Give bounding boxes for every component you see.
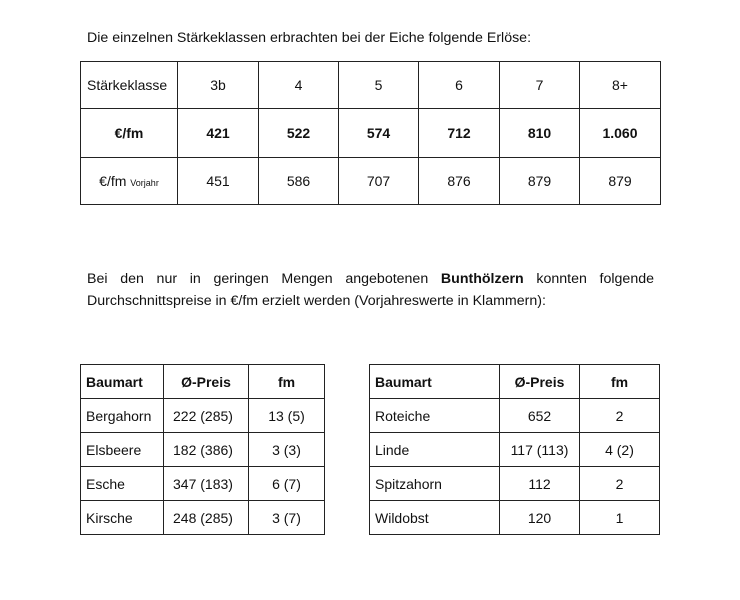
baumart-cell: Wildobst (370, 501, 500, 535)
table-header-row (81, 62, 661, 109)
preis-cell: 182 (386) (164, 433, 249, 467)
header-label-cell: Stärkeklasse (81, 62, 178, 109)
header-fm: fm (580, 365, 660, 399)
header-baumart: Baumart (370, 365, 500, 399)
table-row (370, 501, 660, 535)
table-row-previous (81, 158, 661, 205)
bunthoelzer-line-1 (87, 268, 654, 290)
row-label-current: €/fm (81, 109, 178, 158)
fm-cell: 1 (580, 501, 660, 535)
baumart-cell: Roteiche (370, 399, 500, 433)
staerkeklassen-table (80, 61, 661, 205)
bunthoelzer-text-after: konnten folgende (536, 271, 654, 287)
table-row (81, 399, 325, 433)
baumart-cell: Elsbeere (81, 433, 164, 467)
header-preis: Ø-Preis (500, 365, 580, 399)
baumart-cell: Kirsche (81, 501, 164, 535)
bunthoelzer-line-2: Durchschnittspreise in €/fm erzielt werden (Vorjahreswerte in Klammern): (87, 293, 546, 309)
value-cell: 707 (339, 158, 419, 205)
value-cell: 421 (178, 109, 259, 158)
table-row (81, 433, 325, 467)
header-fm: fm (249, 365, 325, 399)
preis-cell: 347 (183) (164, 467, 249, 501)
value-cell: 712 (419, 109, 500, 158)
baumart-cell: Spitzahorn (370, 467, 500, 501)
bunthoelzer-table-right (369, 364, 660, 535)
class-cell: 7 (500, 62, 580, 109)
baumart-cell: Esche (81, 467, 164, 501)
preis-cell: 652 (500, 399, 580, 433)
preis-cell: 112 (500, 467, 580, 501)
row-label-previous-sub: Vorjahr (130, 178, 159, 188)
value-cell: 586 (259, 158, 339, 205)
fm-cell: 6 (7) (249, 467, 325, 501)
table-row (370, 399, 660, 433)
value-cell: 810 (500, 109, 580, 158)
value-cell: 879 (580, 158, 661, 205)
preis-cell: 222 (285) (164, 399, 249, 433)
baumart-cell: Bergahorn (81, 399, 164, 433)
table-row-current (81, 109, 661, 158)
preis-cell: 117 (113) (500, 433, 580, 467)
row-label-previous-main: €/fm (99, 173, 127, 189)
class-cell: 8+ (580, 62, 661, 109)
class-cell: 3b (178, 62, 259, 109)
bunthoelzer-text-before: Bei den nur in geringen Mengen angebotenen (87, 271, 429, 287)
table-header-row (370, 365, 660, 399)
fm-cell: 3 (3) (249, 433, 325, 467)
header-baumart: Baumart (81, 365, 164, 399)
header-preis: Ø-Preis (164, 365, 249, 399)
row-label-previous (81, 158, 178, 205)
fm-cell: 2 (580, 467, 660, 501)
fm-cell: 2 (580, 399, 660, 433)
value-cell: 574 (339, 109, 419, 158)
table-row (81, 467, 325, 501)
preis-cell: 248 (285) (164, 501, 249, 535)
value-cell: 522 (259, 109, 339, 158)
table-row (81, 501, 325, 535)
bunthoelzer-bold-term: Bunthölzern (440, 271, 524, 287)
table-row (370, 433, 660, 467)
intro-paragraph: Die einzelnen Stärkeklassen erbrachten bei der Eiche folgende Erlöse: (87, 30, 532, 46)
value-cell: 1.060 (580, 109, 661, 158)
fm-cell: 13 (5) (249, 399, 325, 433)
bunthoelzer-paragraph (87, 268, 654, 312)
table-row (370, 467, 660, 501)
bunthoelzer-table-left (80, 364, 325, 535)
table-header-row (81, 365, 325, 399)
value-cell: 876 (419, 158, 500, 205)
fm-cell: 3 (7) (249, 501, 325, 535)
class-cell: 6 (419, 62, 500, 109)
preis-cell: 120 (500, 501, 580, 535)
baumart-cell: Linde (370, 433, 500, 467)
value-cell: 451 (178, 158, 259, 205)
value-cell: 879 (500, 158, 580, 205)
fm-cell: 4 (2) (580, 433, 660, 467)
class-cell: 4 (259, 62, 339, 109)
class-cell: 5 (339, 62, 419, 109)
